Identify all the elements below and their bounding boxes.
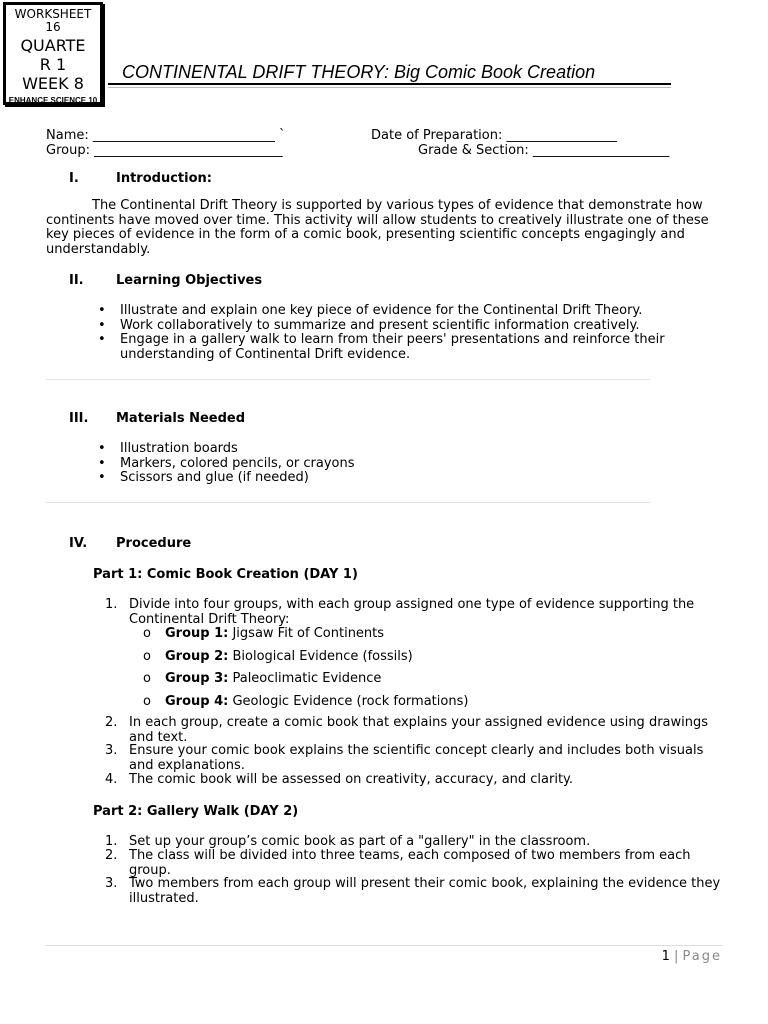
group-item-2 [143,649,413,664]
title-underline [108,83,671,85]
section-number-intro: I. [69,171,79,186]
divider [46,379,650,380]
step-text: and explanations. [129,757,245,773]
group-text: Paleoclimatic Evidence [228,671,382,686]
list-item: • Scissors and glue (if needed) [96,471,726,486]
sub-bullet: o [143,694,151,709]
part2-step-3 [105,877,730,906]
part2-step-2 [105,849,730,878]
step-text: In each group, create a comic book that explains your assigned evidence using drawings [129,715,709,730]
step-number: 4. [105,772,118,787]
list-item: • Work collaboratively to summarize and present scientific information creatively. [96,319,726,334]
worksheet-badge [3,2,103,105]
part1-step-3 [105,744,730,773]
group-text: Geologic Evidence (rock formations) [228,694,469,709]
group-field: Group: _____________________________ [46,143,283,158]
part1-title: Part 1: Comic Book Creation (DAY 1) [93,567,358,582]
page-label: Page [682,949,722,964]
title-underline-shadow [108,87,671,88]
group-item-3 [143,671,382,686]
list-item [96,333,726,362]
step-text: Divide into four groups, with each group assigned one type of evidence supporting the [129,597,695,612]
section-title-objectives: Learning Objectives [116,273,263,288]
grade-section-field: Grade & Section: _____________________ [418,143,670,158]
sub-bullet: o [143,671,151,686]
list-item-text: Engage in a gallery walk to learn from their peers' presentations and reinforce their [120,332,665,347]
step-number: 3. [105,876,118,891]
sub-bullet: o [143,649,151,664]
group-text: Biological Evidence (fossils) [228,649,413,664]
step-text: and text. [129,729,188,745]
step-text: group. [129,862,171,878]
list-item: • Markers, colored pencils, or crayons [96,457,726,472]
footer-divider [46,945,722,946]
group-label: Group 2: [165,649,229,664]
group-label: Group 1: [165,626,229,641]
intro-line: key pieces of evidence in the form of a comic book, presenting scientific concepts engagingly and [46,227,685,242]
objectives-list [96,304,726,362]
step-number: 2. [105,848,118,863]
page-footer [662,949,722,964]
intro-paragraph [46,199,726,257]
step-text: The class will be divided into three teams, each composed of two members from each [129,848,691,863]
step-text: Ensure your comic book explains the scientific concept clearly and includes both visuals [129,743,704,758]
date-field: Date of Preparation: _________________ [371,128,617,143]
section-title-materials: Materials Needed [116,411,246,426]
group-text: Jigsaw Fit of Continents [228,626,385,641]
part1-step-2 [105,716,730,745]
sub-bullet: o [143,626,151,641]
materials-list [96,442,726,486]
group-item-4 [143,694,469,709]
step-text: illustrated. [129,890,199,906]
badge-worksheet: WORKSHEET [14,7,92,21]
part1-step-4 [105,773,730,788]
list-item: • Illustrate and explain one key piece of evidence for the Continental Drift Theory. [96,304,726,319]
group-label: Group 4: [165,694,229,709]
section-number-objectives: II. [69,273,84,288]
step-text: The comic book will be assessed on creativity, accuracy, and clarity. [129,772,574,787]
intro-line: understandably. [46,241,151,257]
badge-quarter-2: R 1 [39,55,67,74]
section-number-procedure: IV. [69,536,88,551]
badge-week: WEEK 8 [22,74,84,93]
badge-tagline: ENHANCE SCIENCE 10 [8,96,98,105]
section-title-intro: Introduction: [116,171,212,186]
part2-title: Part 2: Gallery Walk (DAY 2) [93,804,299,819]
step-text: Two members from each group will present their comic book, explaining the evidence they [129,876,721,891]
section-number-materials: III. [69,411,89,426]
page-number: 1 [661,949,670,964]
badge-number: 16 [45,20,61,34]
badge-quarter-1: QUARTE [20,36,86,55]
step-number: 2. [105,715,118,730]
part1-step-1 [105,598,730,627]
step-number: 3. [105,743,118,758]
step-number: 1. [105,834,118,849]
step-text: Set up your group’s comic book as part of a "gallery" in the classroom. [129,834,591,849]
divider [46,502,650,503]
footer-separator: | [673,949,679,964]
step-number: 1. [105,597,118,612]
list-item: • Illustration boards [96,442,726,457]
list-item-text-cont: understanding of Continental Drift evidence. [120,346,411,362]
section-title-procedure: Procedure [116,536,192,551]
group-item-1 [143,626,385,641]
intro-line: continents have moved over time. This activity will allow students to creatively illustrate one of these [46,212,709,228]
intro-line: The Continental Drift Theory is supported by various types of evidence that demonstrate how [92,198,703,213]
group-label: Group 3: [165,671,229,686]
page-title: CONTINENTAL DRIFT THEORY: Big Comic Book Creation [122,62,596,82]
step-text: Continental Drift Theory: [129,611,290,627]
name-field: Name: ____________________________ ` [46,128,286,143]
